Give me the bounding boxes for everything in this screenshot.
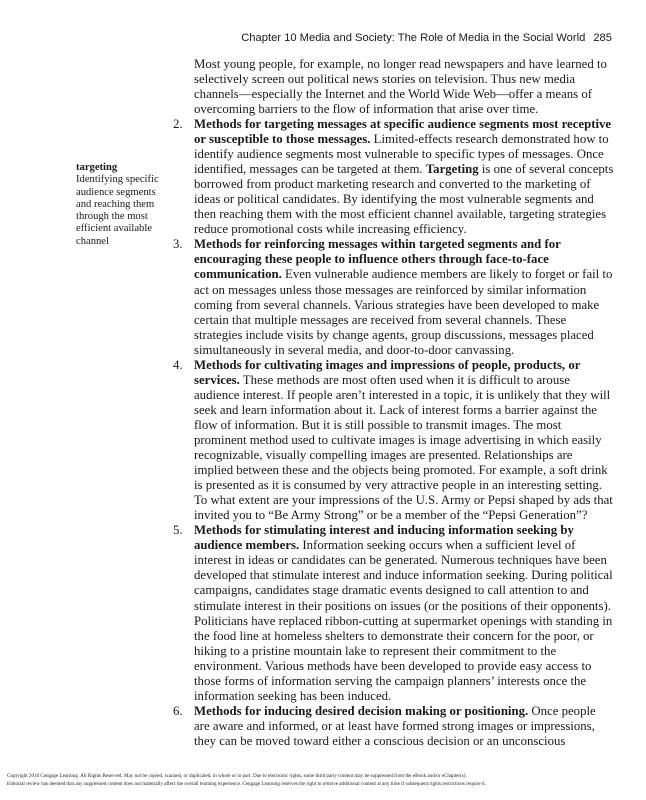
item-text: is one of several concepts borrowed from product marketing research and converted to the marketing of ideas or political candidates. By identifying the most vulnerable segments and then reaching them with the most efficient channel available, targeting strategies reduce promotional costs while increasing efficiency. — [194, 162, 614, 237]
item-body — [194, 358, 614, 524]
item-text: Information seeking occurs when a sufficient level of interest in ideas or candidates can be generated. Numerous techniques have been developed that stimulate interest and induce information seeking. During political campaigns, candidates stage dramatic events designed to call attention to and stimulate interest in their positions on issues (or the positions of their opponents). Politicians have replaced ribbon-cutting at supermarket openings with standing in the food line at homeless shelters to demonstrate their concern for the poor, or hiking to a pristine mountain lake to represent their commitment to the environment. Various methods have been developed to provide easy access to those forms of information serving the campaign planners’ interests once the information seeking has been induced. — [194, 538, 613, 703]
intro-paragraph: Most young people, for example, no longer read newspapers and have learned to selectively screen out political news stories on television. Thus new media channels—especially the Internet and the World Wide Web—offer a means of overcoming barriers to the flow of information that arise over time. — [194, 57, 607, 117]
glossary-term: targeting — [76, 162, 118, 173]
item-number: 4. — [173, 357, 183, 372]
item-text: Once people are aware and informed, or at least have formed strong images or impressions, they can be moved toward either a conscious decision or an unconscious — [194, 703, 596, 748]
item-heading: Methods for targeting messages at specific audience segments most receptive or susceptible to those messages. — [194, 117, 612, 147]
item-heading: Methods for inducing desired decision making or positioning. — [194, 703, 529, 718]
list-item — [173, 358, 614, 524]
copyright-footer — [7, 772, 638, 788]
item-heading: Methods for reinforcing messages within targeted segments and for encouraging these people to influence others through face-to-face communication. — [194, 237, 561, 282]
item-heading: Methods for stimulating interest and inducing information seeking by audience members. — [194, 523, 574, 553]
item-number: 5. — [173, 523, 183, 538]
running-header — [241, 32, 612, 44]
page-number: 285 — [593, 32, 612, 44]
copyright-line: Copyright 2010 Cengage Learning. All Rights Reserved. May not be copied, scanned, or duplicated, in whole or in part. Due to electronic rights, some third party content may be suppressed from the eBook and/or eChapter(s). — [7, 773, 467, 779]
item-body — [194, 704, 614, 749]
methods-list — [173, 117, 614, 749]
glossary-definition: Identifying specific audience segments and reaching them through the most efficient available channel — [76, 174, 159, 247]
item-text: Even vulnerable audience members are likely to forget or fail to act on messages unless those messages are reinforced by similar information coming from several channels. Various strategies have been developed to make certain that multiple messages are received from several channels. These strategies include visits by change agents, group discussions, messages placed simultaneously in several media, and door-to-door canvassing. — [194, 267, 613, 357]
item-body — [194, 117, 614, 237]
item-text: These methods are most often used when it is difficult to arouse audience interest. If people aren’t interested in a topic, it is unlikely that they will seek and learn information about it. Lack of interest forms a barrier against the flow of information. But it is still possible to transmit images. The most prominent method used to cultivate images is image advertising in which easily recognizable, visually compelling images are presented. Relationships are implied between these and the objects being promoted. For example, a soft drink is presented as it is consumed by very attractive people in an interesting setting. To what extent are your impressions of the U.S. Army or Pepsi shaped by ads that invited you to “Be Army Strong” or be a member of the “Pepsi Generation”? — [194, 372, 613, 523]
margin-glossary-note — [76, 162, 168, 248]
item-body — [194, 237, 614, 357]
list-item — [173, 237, 614, 357]
item-heading: Methods for cultivating images and impressions of people, products, or services. — [194, 357, 581, 387]
list-item — [173, 523, 614, 704]
running-title: Chapter 10 Media and Society: The Role of Media in the Social World — [241, 32, 586, 44]
item-number: 3. — [173, 237, 183, 252]
item-text: Limited-effects research demonstrated how to identify audience segments most vulnerable to specific types of messages. Once identified, messages can be targeted at them. — [194, 132, 609, 177]
item-number: 2. — [173, 117, 183, 131]
item-number: 6. — [173, 703, 183, 718]
list-item — [173, 117, 614, 237]
list-item — [173, 704, 614, 749]
item-body — [194, 523, 614, 704]
key-term: Targeting — [425, 162, 479, 177]
editorial-notice-line: Editorial review has deemed that any suppressed content does not materially affect the overall learning experience. Cengage Learning reserves the right to remove additional content at any time if subsequent rights restrictions require it. — [7, 781, 486, 787]
